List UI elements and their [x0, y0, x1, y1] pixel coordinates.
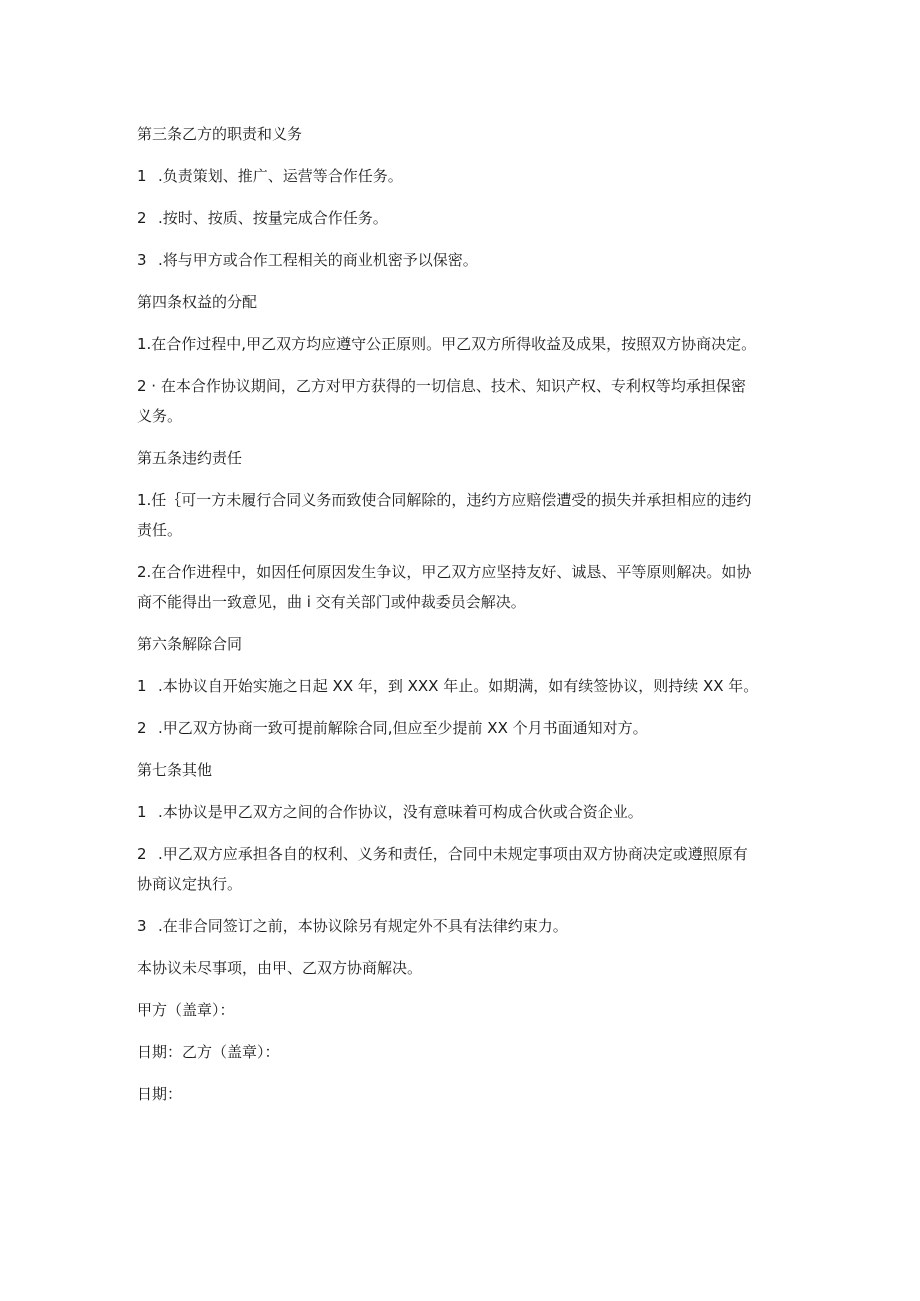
article-6-item-2 — [137, 713, 777, 743]
paragraph-line: 2.在合作进程中，如因任何原因发生争议，甲乙双方应坚持友好、诚恳、平等原则解决。如协 — [137, 563, 752, 581]
document-page — [137, 119, 777, 1121]
item-text: .本协议是甲乙双方之间的合作协议，没有意味着可构成合伙或合资企业。 — [158, 803, 643, 821]
article-3-item-2 — [137, 203, 777, 233]
article-7-item-3 — [137, 911, 777, 941]
item-number: 2 — [137, 845, 147, 863]
article-6-item-1 — [137, 671, 777, 701]
article-3-item-1 — [137, 161, 777, 191]
paragraph-line — [137, 839, 777, 869]
article-7-heading: 第七条其他 — [137, 761, 213, 779]
article-3-heading: 第三条乙方的职责和义务 — [137, 125, 303, 143]
item-number: 2 — [137, 719, 147, 737]
article-3-item-3 — [137, 245, 777, 275]
article-5-paragraph-2 — [137, 557, 777, 617]
party-a-seal: 甲方（盖章）： — [137, 1001, 235, 1019]
paragraph-line: 1.任｛可一方未履行合同义务而致使合同解除的，违约方应赔偿遭受的损失并承担相应的违约 — [137, 491, 752, 509]
item-text: .按时、按质、按量完成合作任务。 — [158, 209, 388, 227]
item-number: 3 — [137, 251, 147, 269]
paragraph-line: 2 · 在本合作协议期间，乙方对甲方获得的一切信息、技术、知识产权、专利权等均承担保密 — [137, 377, 746, 395]
item-text: .负责策划、推广、运营等合作任务。 — [158, 167, 403, 185]
closing-statement: 本协议未尽事项，由甲、乙双方协商解决。 — [137, 959, 423, 977]
item-text: .本协议自开始实施之日起 XX 年，到 XXX 年止。如期满，如有续签协议，则持续 XX 年。 — [158, 677, 759, 695]
item-number: 2 — [137, 209, 147, 227]
paragraph-line: 协商议定执行。 — [137, 875, 243, 893]
article-5-heading: 第五条违约责任 — [137, 449, 243, 467]
paragraph-line: 责任。 — [137, 521, 183, 539]
date-party-b-seal: 日期：乙方（盖章）： — [137, 1043, 280, 1061]
article-7-item-2 — [137, 839, 777, 899]
article-7-item-1 — [137, 797, 777, 827]
item-text: .将与甲方或合作工程相关的商业机密予以保密。 — [158, 251, 478, 269]
article-6-heading: 第六条解除合同 — [137, 635, 243, 653]
item-text: .在非合同签订之前，本协议除另有规定外不具有法律约束力。 — [158, 917, 568, 935]
item-number: 1 — [137, 167, 147, 185]
paragraph-line: 义务。 — [137, 407, 183, 425]
article-4-paragraph-1: 1.在合作过程中,甲乙双方均应遵守公正原则。甲乙双方所得收益及成果，按照双方协商决定。 — [137, 335, 757, 353]
item-number: 3 — [137, 917, 147, 935]
signature-date: 日期： — [137, 1085, 183, 1103]
article-4-heading: 第四条权益的分配 — [137, 293, 258, 311]
item-number: 1 — [137, 803, 147, 821]
article-4-paragraph-2 — [137, 371, 777, 431]
item-text: .甲乙双方协商一致可提前解除合同,但应至少提前 XX 个月书面通知对方。 — [158, 719, 648, 737]
item-text: .甲乙双方应承担各自的权利、义务和责任，合同中未规定事项由双方协商决定或遵照原有 — [158, 845, 748, 863]
paragraph-line: 商不能得出一致意见，曲 i 交有关部门或仲裁委员会解决。 — [137, 593, 526, 611]
item-number: 1 — [137, 677, 147, 695]
article-5-paragraph-1 — [137, 485, 777, 545]
